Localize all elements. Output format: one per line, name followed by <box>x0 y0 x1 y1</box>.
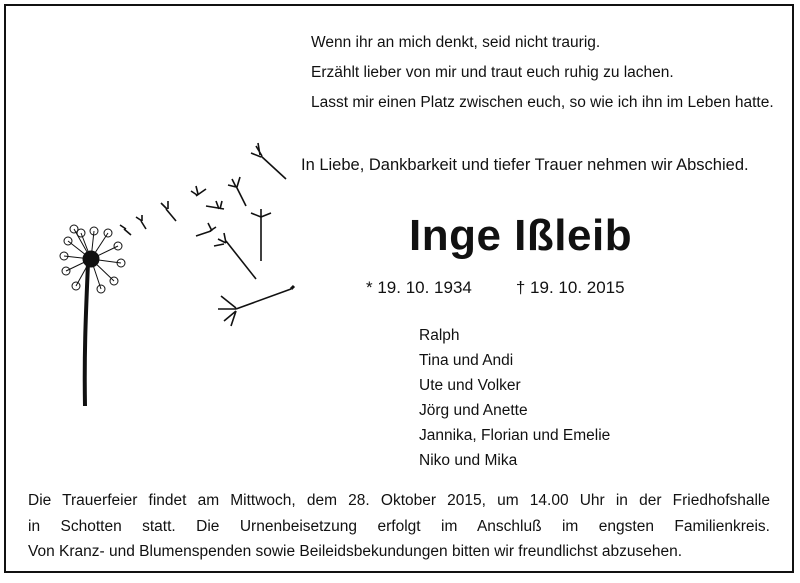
dandelion-icon <box>46 131 306 411</box>
service-line: Von Kranz- und Blumenspenden sowie Beileidsbekundungen bitten wir freundlichst abzusehen. <box>28 543 683 560</box>
life-dates <box>366 278 625 298</box>
death-date: † 19. 10. 2015 <box>515 278 625 297</box>
farewell-text: In Liebe, Dankbarkeit und tiefer Trauer nehmen wir Abschied. <box>301 156 749 174</box>
mourner-entry: Ute und Volker <box>419 377 521 394</box>
poem-line: Lasst mir einen Platz zwischen euch, so wie ich ihn im Leben hatte. <box>311 94 774 111</box>
mourner-entry: Ralph <box>419 327 460 344</box>
service-line: Die Trauerfeier findet am Mittwoch, dem 28. Oktober 2015, um 14.00 Uhr in der Friedhofshalle <box>28 492 770 509</box>
deceased-name: Inge Ißleib <box>409 211 633 260</box>
mourner-entry: Jörg und Anette <box>419 402 528 419</box>
poem-line: Erzählt lieber von mir und traut euch ruhig zu lachen. <box>311 64 674 81</box>
obituary-card <box>4 4 794 573</box>
mourners-list <box>419 323 610 473</box>
service-line: in Schotten statt. Die Urnenbeisetzung erfolgt im Anschluß im engsten Familienkreis. <box>28 517 770 535</box>
mourner-entry: Niko und Mika <box>419 452 518 469</box>
mourner-entry: Jannika, Florian und Emelie <box>419 427 611 444</box>
mourner-entry: Tina und Andi <box>419 352 514 369</box>
birth-date: * 19. 10. 1934 <box>366 278 472 297</box>
poem <box>311 28 774 118</box>
poem-line: Wenn ihr an mich denkt, seid nicht traurig. <box>311 34 601 51</box>
service-info <box>28 488 770 565</box>
